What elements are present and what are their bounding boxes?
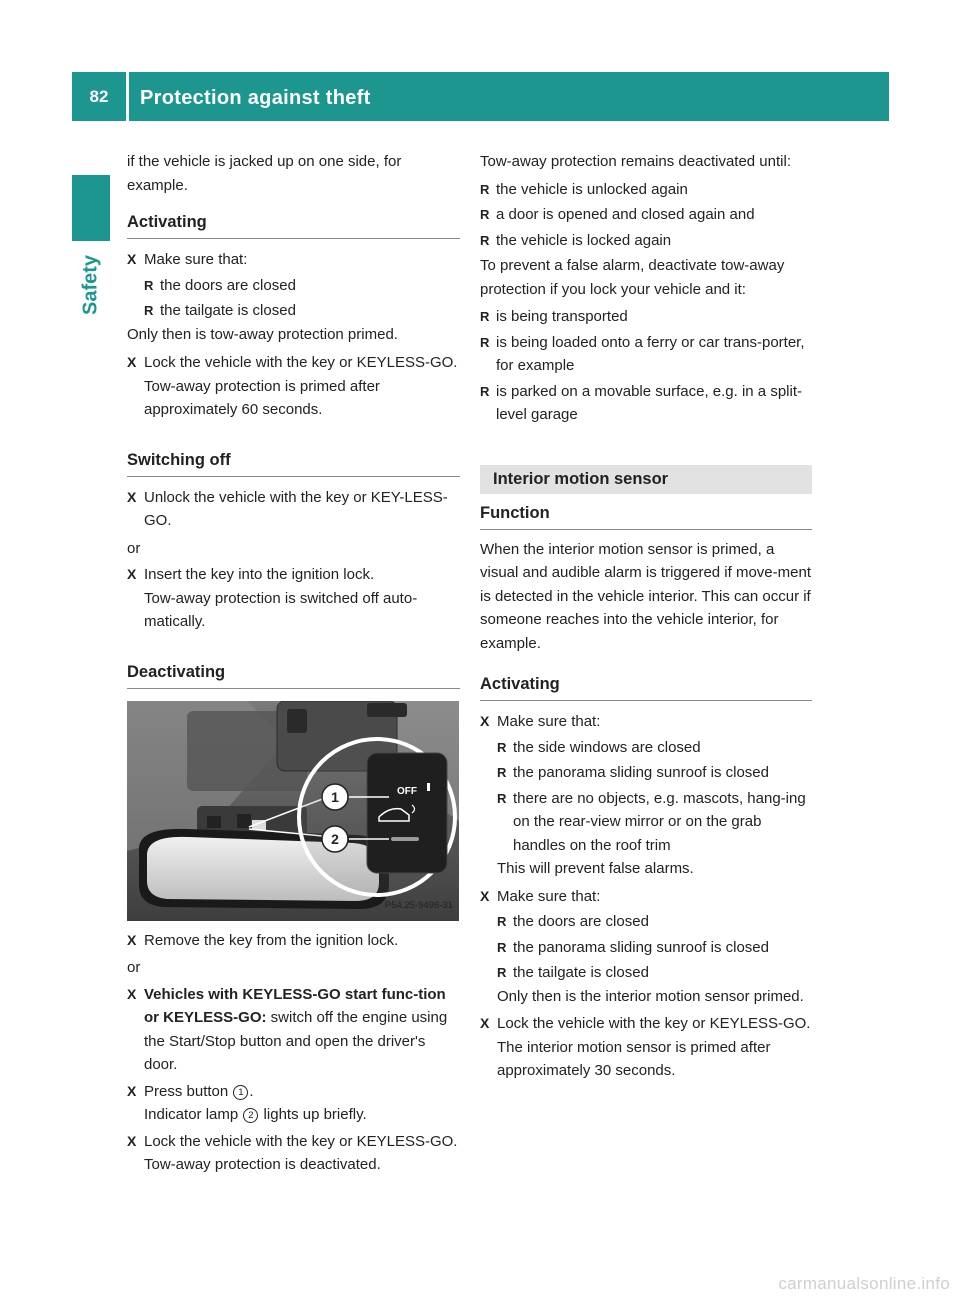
left-intro: if the vehicle is jacked up on one side, for example. (127, 153, 402, 194)
right-intro: Tow-away protection remains deactivated until: (480, 153, 791, 170)
step-marker-icon: X (127, 985, 137, 1002)
list-item: R the tailgate is closed (144, 299, 460, 323)
step-marker-icon: X (127, 566, 137, 582)
bullet-icon: R (480, 309, 490, 324)
callout-2: 2 (331, 830, 339, 847)
list-item: X Insert the key into the ignition lock. Tow-away protection is switched off auto-matically. (127, 563, 460, 634)
bullet-icon: R (480, 207, 490, 222)
list-item: X Vehicles with KEYLESS-GO start func-tion or KEYLESS-GO: switch off the engine using the Start/Stop button and open the driver's door. (127, 983, 460, 1077)
list-item: X Lock the vehicle with the key or KEYLESS-GO. Tow-away protection is deactivated. (127, 1130, 460, 1177)
step-marker-icon: X (127, 251, 137, 267)
step-marker-icon: X (480, 713, 490, 729)
list-item: R the panorama sliding sunroof is closed (497, 936, 812, 960)
list-item: R the vehicle is locked again (480, 229, 812, 253)
bullet-icon: R (497, 965, 507, 980)
bullet-icon: R (480, 181, 490, 197)
bullet-icon: R (480, 334, 490, 350)
deactivating-list (127, 929, 460, 1177)
heading-function: Function (480, 502, 812, 530)
off-button-label: OFF (397, 785, 417, 797)
header-divider (126, 72, 129, 121)
function-text: When the interior motion sensor is primed, a visual and audible alarm is triggered if move-ment is detected in the vehicle interior. This can occur if someone reaches into the vehicle interior, for example. (480, 540, 811, 652)
conditions-list (480, 305, 812, 427)
bullet-icon: R (480, 232, 490, 248)
step-marker-icon: X (127, 1132, 137, 1149)
or-text: or (127, 959, 141, 976)
watermark: carmanualsonline.info (778, 1274, 950, 1293)
step-marker-icon: X (127, 1082, 137, 1099)
list-item: R is parked on a movable surface, e.g. in a split-level garage (480, 380, 812, 427)
list-item: X Unlock the vehicle with the key or KEY-LESS-GO. (127, 486, 460, 533)
false-alarm-text: To prevent a false alarm, deactivate tow-away protection if you lock your vehicle and it: (480, 257, 785, 298)
step-marker-icon: X (480, 1015, 490, 1031)
chapter-tab-label: Safety (79, 254, 102, 316)
chapter-tab (74, 245, 108, 325)
list-item: R is being loaded onto a ferry or car trans-porter, for example (480, 331, 812, 378)
list-item: X Make sure that: (480, 710, 812, 734)
list-item: X Remove the key from the ignition lock. (127, 929, 460, 953)
list-item: X Lock the vehicle with the key or KEYLESS-GO. Tow-away protection is primed after approximately 60 seconds. (127, 351, 460, 422)
list-item: R the doors are closed (497, 910, 812, 934)
bullet-icon: R (480, 383, 490, 399)
list-item: X Make sure that: (480, 885, 812, 909)
step-marker-icon: X (127, 931, 137, 948)
page-number: 82 (89, 86, 109, 106)
or-text: or (127, 539, 141, 557)
list-item: R is being transported (480, 305, 812, 329)
list-item: R the vehicle is unlocked again (480, 178, 812, 202)
bullet-icon: R (144, 303, 154, 318)
bullet-icon: R (497, 914, 507, 929)
step-marker-icon: X (127, 354, 137, 370)
bullet-icon: R (497, 765, 507, 780)
bullet-icon: R (497, 939, 507, 955)
chapter-tab-marker (72, 175, 110, 241)
section-title-interior-motion-sensor: Interior motion sensor (480, 465, 812, 494)
overhead-control-panel-illustration (127, 701, 459, 921)
note: This will prevent false alarms. (497, 860, 694, 877)
list-item: R there are no objects, e.g. mascots, hang-ing on the rear-view mirror or on the grab handles on the roof trim (497, 787, 812, 858)
image-code: P54.25-9496-31 (384, 900, 453, 911)
heading-activating: Activating (127, 211, 460, 239)
list-item: X Lock the vehicle with the key or KEYLESS-GO. The interior motion sensor is primed after approximately 30 seconds. (480, 1012, 812, 1083)
heading-activating-sensor: Activating (480, 673, 812, 701)
list-item: R the panorama sliding sunroof is closed (497, 761, 812, 785)
callout-1-ref: 1 (233, 1085, 248, 1100)
note: Only then is the interior motion sensor primed. (497, 987, 804, 1005)
list-item: R a door is opened and closed again and (480, 203, 812, 227)
list-item: R the tailgate is closed (497, 961, 812, 985)
note: Only then is tow-away protection primed. (127, 325, 398, 343)
step-marker-icon: X (127, 488, 137, 505)
bullet-icon: R (497, 739, 507, 755)
until-list (480, 178, 812, 253)
step-marker-icon: X (480, 887, 490, 904)
switching-off-list (127, 486, 460, 634)
sensor-activating-list (480, 710, 812, 1083)
activating-list (127, 248, 460, 422)
heading-switching-off: Switching off (127, 449, 460, 477)
page-title: Protection against theft (140, 87, 371, 109)
callout-2-ref: 2 (243, 1108, 258, 1123)
bullet-icon: R (497, 790, 507, 806)
heading-deactivating: Deactivating (127, 661, 460, 689)
overhead-control-panel-image (127, 701, 459, 921)
left-column (127, 150, 460, 1177)
bullet-icon: R (144, 277, 154, 293)
list-item: X Make sure that: (127, 248, 460, 272)
right-column (480, 150, 812, 1083)
list-item: X Press button 1 . Indicator lamp 2 lights up briefly. (127, 1080, 460, 1127)
callout-1: 1 (331, 788, 339, 805)
list-item: R the side windows are closed (497, 736, 812, 760)
list-item: R the doors are closed (144, 274, 460, 298)
